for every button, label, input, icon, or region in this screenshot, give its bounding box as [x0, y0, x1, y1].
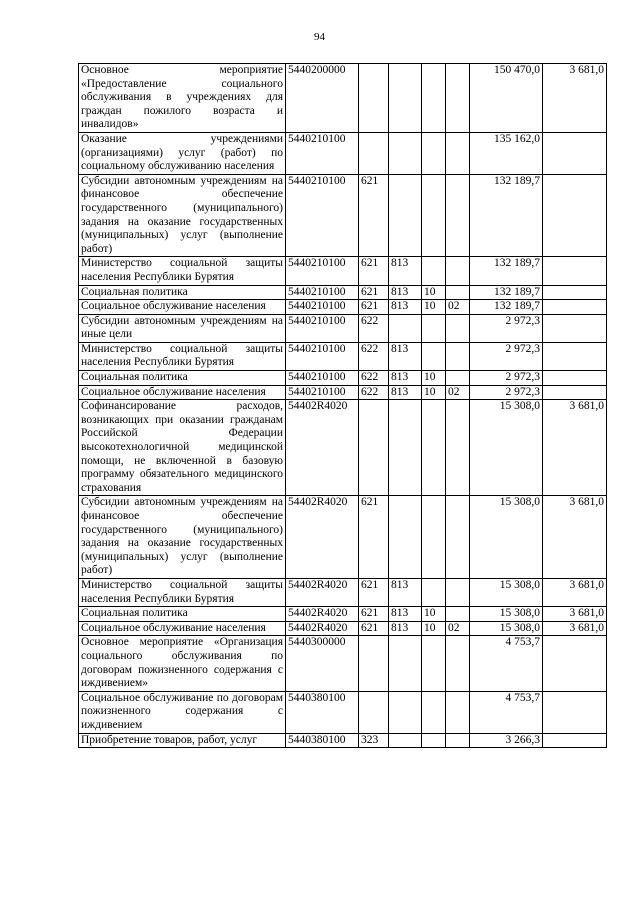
- subsection-cell: [446, 132, 470, 174]
- subsection-cell: [446, 285, 470, 300]
- expense-type-cell: 621: [359, 285, 389, 300]
- table-row: [79, 257, 607, 285]
- expense-type-cell: [359, 400, 389, 496]
- expense-name-cell: Субсидии автономным учреждениям на иные цели: [79, 314, 286, 342]
- ministry-code-cell: 813: [389, 607, 422, 622]
- amount-cell: 15 308,0: [470, 578, 543, 606]
- section-cell: [422, 314, 446, 342]
- target-code-cell: 5440210100: [286, 314, 359, 342]
- expense-name-cell: Министерство социальной защиты населения Республики Бурятия: [79, 257, 286, 285]
- ministry-code-cell: [389, 314, 422, 342]
- subsection-cell: [446, 496, 470, 579]
- expense-name-cell: Социальная политика: [79, 285, 286, 300]
- amount-cell: 15 308,0: [470, 400, 543, 496]
- federal-amount-cell: [543, 385, 607, 400]
- subsection-cell: [446, 400, 470, 496]
- federal-amount-cell: 3 681,0: [543, 400, 607, 496]
- expense-name-cell: Министерство социальной защиты населения Республики Бурятия: [79, 342, 286, 370]
- table-row: [79, 607, 607, 622]
- federal-amount-cell: 3 681,0: [543, 578, 607, 606]
- expense-name-cell: Социальное обслуживание населения: [79, 385, 286, 400]
- expense-name-cell: Субсидии автономным учреждениям на финансовое обеспечение государственного (муниципального) задания на оказание государственных (муниципальных) услуг (выполнение работ): [79, 496, 286, 579]
- expense-type-cell: [359, 636, 389, 691]
- section-cell: 10: [422, 300, 446, 315]
- amount-cell: 132 189,7: [470, 300, 543, 315]
- table-row: [79, 496, 607, 579]
- ministry-code-cell: [389, 132, 422, 174]
- ministry-code-cell: 813: [389, 285, 422, 300]
- expense-name-cell: Социальная политика: [79, 371, 286, 386]
- table-row: [79, 578, 607, 606]
- expense-type-cell: 621: [359, 174, 389, 257]
- amount-cell: 3 266,3: [470, 733, 543, 748]
- ministry-code-cell: [389, 733, 422, 748]
- target-code-cell: 5440210100: [286, 132, 359, 174]
- section-cell: 10: [422, 607, 446, 622]
- subsection-cell: [446, 733, 470, 748]
- ministry-code-cell: [389, 400, 422, 496]
- federal-amount-cell: 3 681,0: [543, 607, 607, 622]
- table-row: [79, 371, 607, 386]
- section-cell: [422, 733, 446, 748]
- table-row: [79, 636, 607, 691]
- table-body: [79, 64, 607, 748]
- amount-cell: 132 189,7: [470, 257, 543, 285]
- section-cell: 10: [422, 621, 446, 636]
- subsection-cell: [446, 342, 470, 370]
- section-cell: [422, 64, 446, 133]
- ministry-code-cell: [389, 174, 422, 257]
- target-code-cell: 5440210100: [286, 371, 359, 386]
- target-code-cell: 54402R4020: [286, 621, 359, 636]
- target-code-cell: 5440210100: [286, 174, 359, 257]
- expense-type-cell: 323: [359, 733, 389, 748]
- target-code-cell: 54402R4020: [286, 400, 359, 496]
- federal-amount-cell: [543, 314, 607, 342]
- target-code-cell: 54402R4020: [286, 496, 359, 579]
- section-cell: [422, 132, 446, 174]
- expense-name-cell: Социальное обслуживание населения: [79, 300, 286, 315]
- amount-cell: 15 308,0: [470, 621, 543, 636]
- expense-type-cell: 622: [359, 371, 389, 386]
- ministry-code-cell: 813: [389, 621, 422, 636]
- subsection-cell: 02: [446, 385, 470, 400]
- amount-cell: 2 972,3: [470, 314, 543, 342]
- amount-cell: 4 753,7: [470, 691, 543, 733]
- section-cell: [422, 174, 446, 257]
- section-cell: [422, 636, 446, 691]
- expense-name-cell: Приобретение товаров, работ, услуг: [79, 733, 286, 748]
- expense-name-cell: Министерство социальной защиты населения Республики Бурятия: [79, 578, 286, 606]
- ministry-code-cell: 813: [389, 371, 422, 386]
- section-cell: [422, 578, 446, 606]
- expense-name-cell: Социальное обслуживание населения: [79, 621, 286, 636]
- expense-type-cell: 621: [359, 621, 389, 636]
- amount-cell: 132 189,7: [470, 174, 543, 257]
- federal-amount-cell: [543, 174, 607, 257]
- table-row: [79, 621, 607, 636]
- target-code-cell: 5440300000: [286, 636, 359, 691]
- section-cell: 10: [422, 385, 446, 400]
- expense-name-cell: Софинансирование расходов, возникающих при оказании гражданам Российской Федерации высокотехнологичной медицинской помощи, не включенной в базовую программу обязательного медицинского страхования: [79, 400, 286, 496]
- table-row: [79, 733, 607, 748]
- expense-type-cell: [359, 691, 389, 733]
- section-cell: [422, 496, 446, 579]
- ministry-code-cell: 813: [389, 385, 422, 400]
- table-row: [79, 300, 607, 315]
- federal-amount-cell: 3 681,0: [543, 64, 607, 133]
- table-row: [79, 64, 607, 133]
- subsection-cell: [446, 257, 470, 285]
- table-row: [79, 342, 607, 370]
- ministry-code-cell: [389, 691, 422, 733]
- ministry-code-cell: 813: [389, 300, 422, 315]
- target-code-cell: 5440380100: [286, 733, 359, 748]
- ministry-code-cell: [389, 496, 422, 579]
- expense-type-cell: 621: [359, 496, 389, 579]
- ministry-code-cell: 813: [389, 578, 422, 606]
- expense-name-cell: Оказание учреждениями (организациями) услуг (работ) по социальному обслуживанию населения: [79, 132, 286, 174]
- target-code-cell: 5440210100: [286, 300, 359, 315]
- section-cell: 10: [422, 285, 446, 300]
- federal-amount-cell: [543, 342, 607, 370]
- amount-cell: 135 162,0: [470, 132, 543, 174]
- expense-name-cell: Социальное обслуживание по договорам пожизненного содержания с иждивением: [79, 691, 286, 733]
- subsection-cell: [446, 578, 470, 606]
- expense-type-cell: 621: [359, 607, 389, 622]
- table-row: [79, 314, 607, 342]
- target-code-cell: 5440380100: [286, 691, 359, 733]
- ministry-code-cell: [389, 636, 422, 691]
- federal-amount-cell: [543, 733, 607, 748]
- target-code-cell: 54402R4020: [286, 607, 359, 622]
- expense-type-cell: [359, 132, 389, 174]
- federal-amount-cell: [543, 636, 607, 691]
- section-cell: 10: [422, 371, 446, 386]
- ministry-code-cell: 813: [389, 342, 422, 370]
- federal-amount-cell: 3 681,0: [543, 496, 607, 579]
- table-row: [79, 174, 607, 257]
- amount-cell: 132 189,7: [470, 285, 543, 300]
- federal-amount-cell: [543, 371, 607, 386]
- expense-name-cell: Основное мероприятие «Предоставление социального обслуживания в учреждениях для граждан пожилого возраста и инвалидов»: [79, 64, 286, 133]
- table-row: [79, 400, 607, 496]
- amount-cell: 2 972,3: [470, 342, 543, 370]
- section-cell: [422, 257, 446, 285]
- federal-amount-cell: [543, 300, 607, 315]
- expense-name-cell: Основное мероприятие «Организация социального обслуживания по договорам пожизненного содержания с иждивением»: [79, 636, 286, 691]
- subsection-cell: [446, 691, 470, 733]
- budget-table: [78, 63, 607, 748]
- section-cell: [422, 400, 446, 496]
- amount-cell: 15 308,0: [470, 607, 543, 622]
- subsection-cell: 02: [446, 300, 470, 315]
- table-row: [79, 691, 607, 733]
- subsection-cell: [446, 64, 470, 133]
- amount-cell: 150 470,0: [470, 64, 543, 133]
- expense-type-cell: 622: [359, 342, 389, 370]
- subsection-cell: 02: [446, 621, 470, 636]
- amount-cell: 2 972,3: [470, 371, 543, 386]
- amount-cell: 2 972,3: [470, 385, 543, 400]
- section-cell: [422, 342, 446, 370]
- table-row: [79, 385, 607, 400]
- expense-name-cell: Социальная политика: [79, 607, 286, 622]
- target-code-cell: 5440210100: [286, 257, 359, 285]
- subsection-cell: [446, 636, 470, 691]
- ministry-code-cell: [389, 64, 422, 133]
- target-code-cell: 54402R4020: [286, 578, 359, 606]
- subsection-cell: [446, 607, 470, 622]
- federal-amount-cell: [543, 132, 607, 174]
- target-code-cell: 5440210100: [286, 385, 359, 400]
- ministry-code-cell: 813: [389, 257, 422, 285]
- subsection-cell: [446, 371, 470, 386]
- subsection-cell: [446, 174, 470, 257]
- federal-amount-cell: [543, 257, 607, 285]
- table-row: [79, 132, 607, 174]
- target-code-cell: 5440200000: [286, 64, 359, 133]
- table-row: [79, 285, 607, 300]
- target-code-cell: 5440210100: [286, 285, 359, 300]
- amount-cell: 15 308,0: [470, 496, 543, 579]
- section-cell: [422, 691, 446, 733]
- expense-name-cell: Субсидии автономным учреждениям на финансовое обеспечение государственного (муниципального) задания на оказание государственных (муниципальных) услуг (выполнение работ): [79, 174, 286, 257]
- expense-type-cell: 622: [359, 385, 389, 400]
- target-code-cell: 5440210100: [286, 342, 359, 370]
- federal-amount-cell: [543, 285, 607, 300]
- expense-type-cell: 621: [359, 578, 389, 606]
- amount-cell: 4 753,7: [470, 636, 543, 691]
- page-number: 94: [314, 31, 325, 43]
- expense-type-cell: 622: [359, 314, 389, 342]
- expense-type-cell: 621: [359, 300, 389, 315]
- federal-amount-cell: [543, 691, 607, 733]
- federal-amount-cell: 3 681,0: [543, 621, 607, 636]
- subsection-cell: [446, 314, 470, 342]
- expense-type-cell: [359, 64, 389, 133]
- expense-type-cell: 621: [359, 257, 389, 285]
